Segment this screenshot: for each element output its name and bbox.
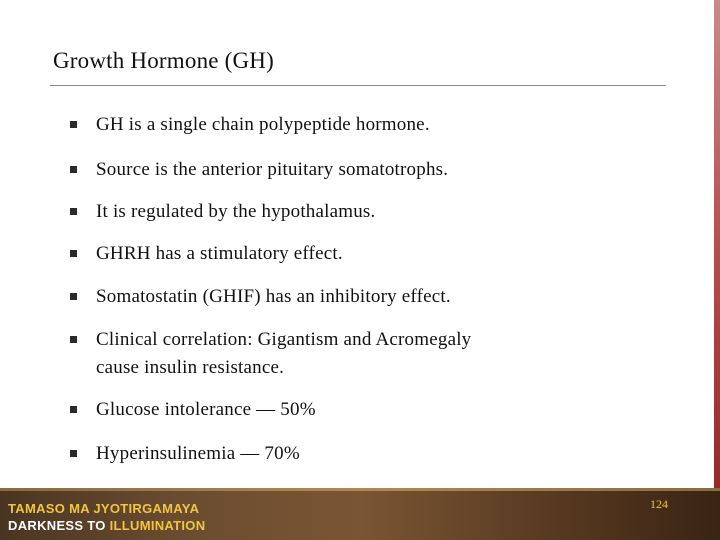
title-divider — [50, 85, 666, 86]
square-bullet-icon — [70, 250, 77, 257]
bullet-text: GH is a single chain polypeptide hormone. — [96, 114, 430, 135]
bullet-text: Source is the anterior pituitary somatotrophs. — [96, 159, 449, 180]
bullet-text: Clinical correlation: Gigantism and Acromegaly — [96, 329, 472, 350]
slide-edge-accent — [714, 0, 720, 540]
bullet-text: Glucose intolerance — 50% — [96, 399, 316, 420]
bullet-text: Hyperinsulinemia — 70% — [96, 443, 300, 464]
bullet-text: Somatostatin (GHIF) has an inhibitory effect. — [96, 286, 451, 307]
square-bullet-icon — [70, 121, 77, 128]
footer-motto-line1: TAMASO MA JYOTIRGAMAYA — [8, 501, 200, 516]
square-bullet-icon — [70, 406, 77, 413]
bullet-text: GHRH has a stimulatory effect. — [96, 243, 343, 264]
slide-title: Growth Hormone (GH) — [53, 48, 274, 73]
footer-motto-part2: ILLUMINATION — [109, 518, 206, 533]
square-bullet-icon — [70, 336, 77, 343]
footer-motto-line2 — [8, 518, 205, 533]
footer-motto-part1: DARKNESS TO — [8, 518, 106, 533]
square-bullet-icon — [70, 293, 77, 300]
square-bullet-icon — [70, 208, 77, 215]
bullet-text-continuation: cause insulin resistance. — [96, 357, 285, 378]
square-bullet-icon — [70, 450, 77, 457]
square-bullet-icon — [70, 166, 77, 173]
page-number: 124 — [650, 497, 668, 511]
bullet-text: It is regulated by the hypothalamus. — [96, 201, 376, 222]
